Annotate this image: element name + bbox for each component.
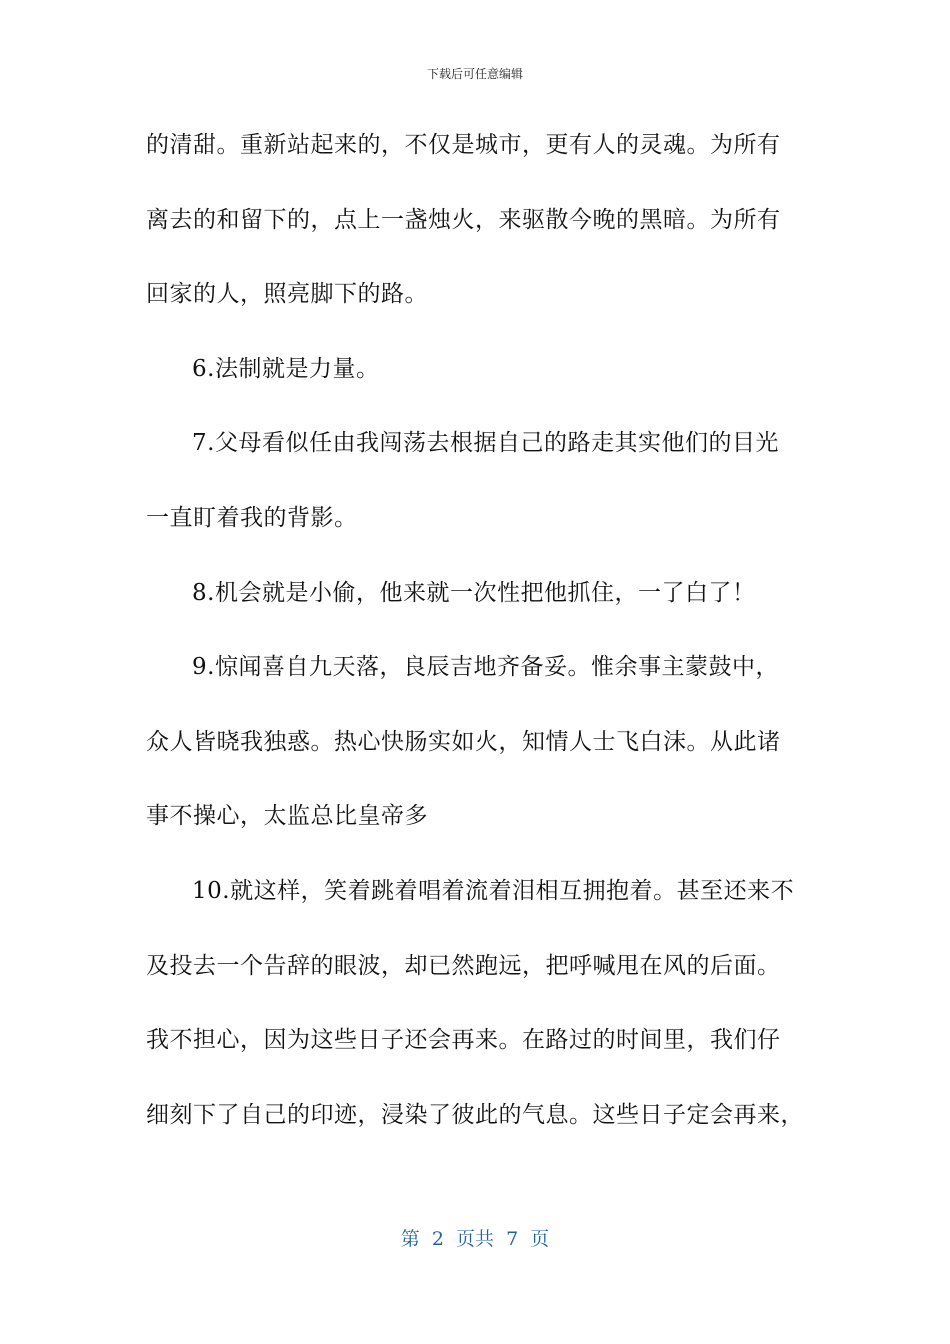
body-line: 及投去一个告辞的眼波，却已然跑远，把呼喊甩在风的后面。 bbox=[146, 952, 781, 979]
body-line: 事不操心，太监总比皇帝多 bbox=[146, 803, 428, 830]
body-line: 8.机会就是小偷，他来就一次性把他抓住，一了白了！ bbox=[192, 579, 756, 606]
body-line: 7.父母看似任由我闯荡去根据自己的路走其实他们的目光 bbox=[192, 430, 779, 457]
body-line: 我不担心，因为这些日子还会再来。在路过的时间里，我们仔 bbox=[146, 1027, 781, 1054]
body-line: 回家的人，照亮脚下的路。 bbox=[146, 281, 428, 308]
body-line: 细刻下了自己的印迹，浸染了彼此的气息。这些日子定会再来， bbox=[146, 1101, 804, 1128]
body-line: 6.法制就是力量。 bbox=[192, 355, 380, 382]
body-line: 众人皆晓我独惑。热心快肠实如火，知情人士飞白沫。从此诸 bbox=[146, 728, 781, 755]
body-line: 10.就这样，笑着跳着唱着流着泪相互拥抱着。甚至还来不 bbox=[192, 877, 795, 904]
body-line: 离去的和留下的，点上一盏烛火，来驱散今晚的黑暗。为所有 bbox=[146, 206, 781, 233]
page-header: 下载后可任意编辑 bbox=[426, 67, 523, 81]
body-line: 的清甜。重新站起来的，不仅是城市，更有人的灵魂。为所有 bbox=[146, 132, 781, 158]
body-line: 一直盯着我的背影。 bbox=[146, 504, 358, 531]
page-number-footer: 第 2 页共 7 页 bbox=[400, 1228, 550, 1250]
document-body bbox=[146, 108, 806, 1152]
body-line: 9.惊闻喜自九天落，良辰吉地齐备妥。惟余事主蒙鼓中， bbox=[192, 654, 779, 681]
